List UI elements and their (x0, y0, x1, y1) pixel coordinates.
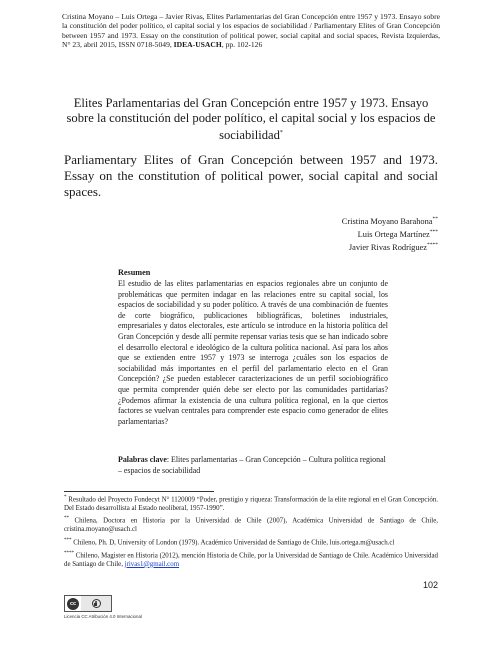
abstract-body: El estudio de las elites parlamentarias en espacios regionales abre un conjunto de problemáticas que permiten indagar en las relaciones entre su capital social, los espacios de sociabilidad y su poder político. A través de una combinación de fuentes de corte biográfico, publicaciones bibliográficas, boletines industriales, empresariales y datos electorales, este artículo se introduce en la historia política del Gran Concepción y desde allí permite repensar varias tesis que se han indicado sobre el desarrollo electoral e ideológico de la cultura política nacional. Así para los años que se extienden entre 1957 y 1973 se interroga ¿cuáles son los espacios de sociabilidad más importantes en el perfil del parlamentario electo en el Gran Concepción? ¿Se pueden establecer caracterizaciones de un perfil sociobiográfico que permita comprender quién debe ser electo por las comunidades partidarias? ¿Podemos afirmar la existencia de una cultura política regional, en la que ciertos factores se vuelvan centrales para comprender este espacio como generador de elites parlamentarias? (118, 279, 388, 426)
running-header-emphasis: IDEA-USACH (173, 40, 222, 50)
footnote (64, 537, 438, 548)
footnote-text: Chilena, Doctora en Historia por la Universidad de Chile (2007), Académica Universidad de Santiago de Chile, cristina.moyano@usach.cl (64, 517, 438, 534)
footnote-marker: ** (64, 516, 69, 522)
page-number: 102 (422, 580, 438, 590)
spanish-title (66, 96, 436, 143)
by-badge (81, 596, 111, 611)
author-marker: **** (427, 242, 438, 248)
footnote (64, 550, 438, 569)
keywords-text: : Elites parlamentarias – Gran Concepción – Cultura política regional – espacios de sociabilidad (118, 455, 386, 475)
author-line (198, 214, 438, 227)
author-marker: ** (432, 216, 438, 222)
footnote-marker: *** (64, 537, 72, 543)
email-link[interactable]: jrivas1@gmail.com (124, 560, 180, 568)
author-list (198, 214, 438, 253)
english-title: Parliamentary Elites of Gran Concepción between 1957 and 1973. Essay on the constitution of political power, social capital and social spaces. (64, 152, 438, 200)
running-header (62, 12, 440, 50)
footnotes (64, 494, 438, 571)
author-line (198, 240, 438, 253)
cc-license-badge[interactable] (64, 595, 112, 612)
title-footnote-marker: * (279, 130, 283, 136)
footnote (64, 494, 438, 513)
author-name: Cristina Moyano Barahona (341, 216, 433, 226)
running-header-tail: , pp. 102-126 (221, 40, 263, 50)
footnote-text: Resultado del Proyecto Fondecyt N° 1120009 “Poder, prestigio y riqueza: Transformación de la elite regional en el Gran Concepción. Del Estado desarrollista al Estado neoliberal, 1957-1990”. (64, 496, 438, 512)
footnote-marker: **** (64, 550, 74, 556)
by-person-icon (92, 599, 101, 608)
author-name: Javier Rivas Rodríguez (348, 242, 427, 252)
footnote-divider (64, 491, 214, 492)
author-marker: *** (429, 229, 438, 235)
footnote-text: Chileno, Magister en Historia (2012), mención Historia de Chile, por la Universidad de Santiago de Chile. Académico Universidad de Santiago de Chile, (64, 552, 438, 568)
keywords-label: Palabras clave (118, 455, 167, 464)
spanish-title-text: Elites Parlamentarias del Gran Concepción entre 1957 y 1973. Ensayo sobre la constitución del poder político, el capital social y los espacios de sociabilidad (66, 96, 436, 143)
author-line (198, 227, 438, 240)
running-header-text: Cristina Moyano – Luis Ortega – Javier Rivas, Elites Parlamentarias del Gran Concepción entre 1957 y 1973. Ensayo sobre la constitución del poder político, el capital social y los espacios de sociabilidad / Parliamentary Elites of Gran Concepción between 1957 and 1973. Essay on the constitution of political power, social capital and social spaces, Revista Izquierdas, N° 23, abril 2015, ISSN 0718-5049, (62, 12, 440, 50)
author-name: Luis Ortega Martínez (357, 229, 430, 239)
footnote-text: Chileno, Ph. D, University of London (1979). Académico Universidad de Santiago de Chile, luis.ortega.m@usach.cl (71, 539, 395, 547)
footnote-marker: * (64, 495, 67, 500)
footnote (64, 515, 438, 534)
keywords-section (118, 455, 388, 476)
abstract-section (118, 268, 388, 427)
license-text: Licencia CC Atribución 4.0 Internacional (64, 614, 142, 619)
cc-icon: cc (67, 598, 79, 610)
abstract-heading: Resumen (118, 268, 151, 277)
